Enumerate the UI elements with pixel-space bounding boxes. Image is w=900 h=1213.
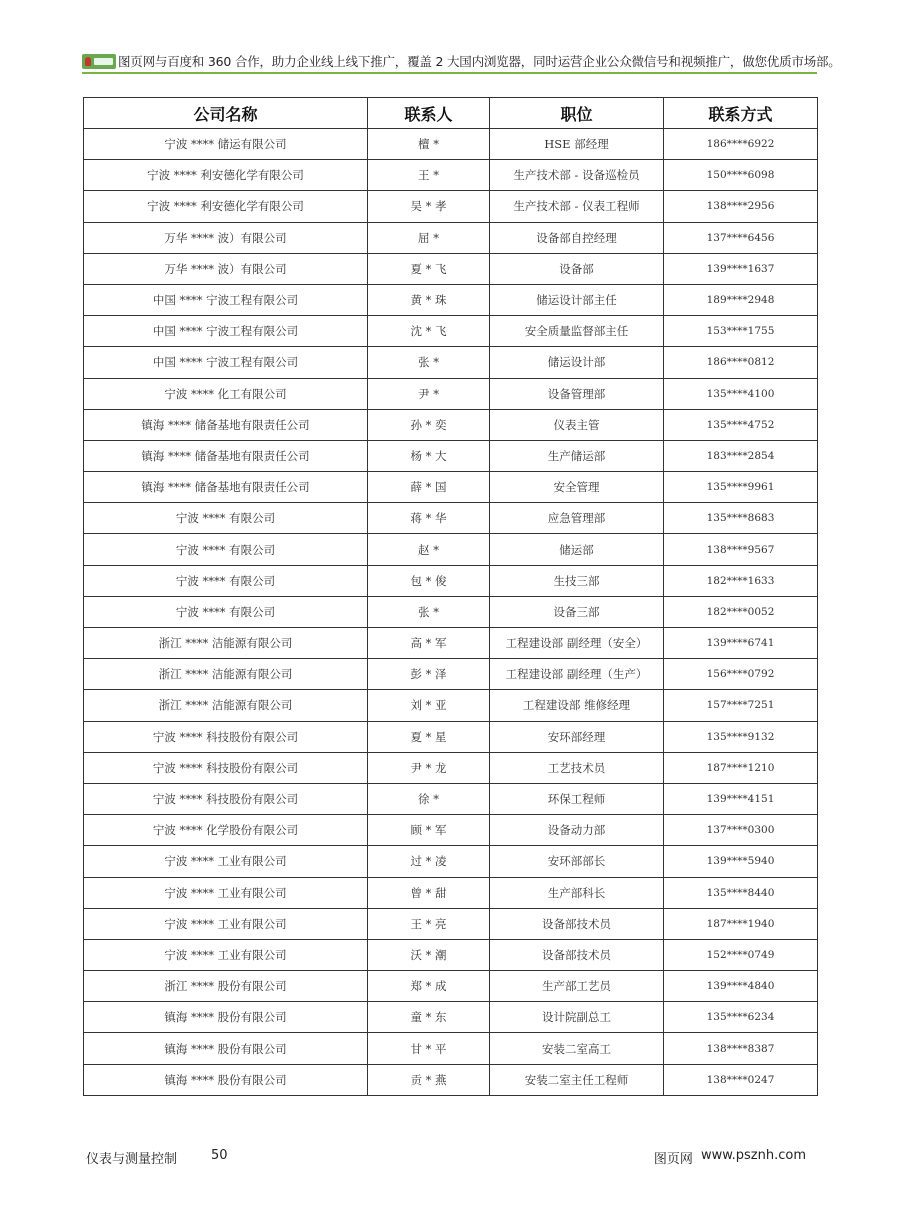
cell-position: 生产技术部 - 仪表工程师: [490, 191, 664, 222]
cell-contact: 张 *: [368, 347, 490, 378]
cell-phone: 187****1940: [664, 908, 818, 939]
contact-table: [83, 97, 818, 1096]
cell-position: 生产储运部: [490, 440, 664, 471]
table-row: [84, 409, 818, 440]
table-row: [84, 440, 818, 471]
cell-phone: 150****6098: [664, 160, 818, 191]
cell-contact: 檀 *: [368, 129, 490, 160]
cell-company: 宁波 **** 工业有限公司: [84, 846, 368, 877]
cell-contact: 夏 * 飞: [368, 253, 490, 284]
cell-contact: 尹 * 龙: [368, 752, 490, 783]
cell-phone: 135****6234: [664, 1002, 818, 1033]
cell-position: HSE 部经理: [490, 129, 664, 160]
cell-company: 镇海 **** 储备基地有限责任公司: [84, 440, 368, 471]
cell-phone: 135****8440: [664, 877, 818, 908]
cell-phone: 138****2956: [664, 191, 818, 222]
cell-contact: 童 * 东: [368, 1002, 490, 1033]
cell-position: 设备动力部: [490, 815, 664, 846]
table-row: [84, 378, 818, 409]
table-row: [84, 721, 818, 752]
cell-contact: 王 * 亮: [368, 908, 490, 939]
cell-position: 安全质量监督部主任: [490, 316, 664, 347]
cell-company: 宁波 **** 有限公司: [84, 596, 368, 627]
cell-company: 宁波 **** 工业有限公司: [84, 939, 368, 970]
cell-contact: 徐 *: [368, 783, 490, 814]
cell-position: 设备部: [490, 253, 664, 284]
table-row: [84, 129, 818, 160]
cell-contact: 过 * 凌: [368, 846, 490, 877]
table-row: [84, 253, 818, 284]
cell-phone: 153****1755: [664, 316, 818, 347]
cell-position: 设备部技术员: [490, 908, 664, 939]
cell-position: 仪表主管: [490, 409, 664, 440]
cell-contact: 顾 * 军: [368, 815, 490, 846]
cell-company: 宁波 **** 科技股份有限公司: [84, 783, 368, 814]
cell-company: 镇海 **** 股份有限公司: [84, 1033, 368, 1064]
cell-contact: 尹 *: [368, 378, 490, 409]
cell-phone: 157****7251: [664, 690, 818, 721]
cell-company: 宁波 **** 科技股份有限公司: [84, 752, 368, 783]
cell-position: 设备管理部: [490, 378, 664, 409]
cell-company: 宁波 **** 利安德化学有限公司: [84, 160, 368, 191]
cell-phone: 139****5940: [664, 846, 818, 877]
cell-company: 镇海 **** 股份有限公司: [84, 1002, 368, 1033]
cell-position: 安全管理: [490, 472, 664, 503]
cell-position: 安装二室主任工程师: [490, 1064, 664, 1095]
site-name: 图页网: [653, 1152, 693, 1167]
table-row: [84, 191, 818, 222]
tuyewang-logo-icon: [82, 54, 116, 69]
cell-position: 安环部经理: [490, 721, 664, 752]
table-row: [84, 596, 818, 627]
cell-phone: 135****9132: [664, 721, 818, 752]
cell-position: 储运设计部: [490, 347, 664, 378]
footer-left: [86, 1148, 228, 1167]
cell-position: 安装二室高工: [490, 1033, 664, 1064]
cell-company: 宁波 **** 有限公司: [84, 503, 368, 534]
table-row: [84, 877, 818, 908]
cell-phone: 135****4752: [664, 409, 818, 440]
page-number: 50: [211, 1148, 228, 1163]
cell-position: 工艺技术员: [490, 752, 664, 783]
cell-contact: 包 * 俊: [368, 565, 490, 596]
cell-position: 储运设计部主任: [490, 284, 664, 315]
table-row: [84, 347, 818, 378]
cell-contact: 王 *: [368, 160, 490, 191]
cell-company: 宁波 **** 工业有限公司: [84, 877, 368, 908]
header-contact: 联系人: [368, 98, 490, 129]
cell-company: 宁波 **** 化工有限公司: [84, 378, 368, 409]
cell-phone: 182****1633: [664, 565, 818, 596]
cell-phone: 189****2948: [664, 284, 818, 315]
cell-company: 宁波 **** 有限公司: [84, 565, 368, 596]
cell-company: 镇海 **** 储备基地有限责任公司: [84, 472, 368, 503]
table-row: [84, 284, 818, 315]
table-header-row: [84, 98, 818, 129]
magazine-title: 仪表与测量控制: [86, 1152, 178, 1167]
cell-phone: 135****8683: [664, 503, 818, 534]
cell-company: 宁波 **** 有限公司: [84, 534, 368, 565]
cell-position: 设计院副总工: [490, 1002, 664, 1033]
cell-phone: 139****4840: [664, 971, 818, 1002]
cell-phone: 186****0812: [664, 347, 818, 378]
cell-company: 中国 **** 宁波工程有限公司: [84, 316, 368, 347]
cell-contact: 黄 * 珠: [368, 284, 490, 315]
cell-position: 工程建设部 维修经理: [490, 690, 664, 721]
table-row: [84, 316, 818, 347]
table-row: [84, 503, 818, 534]
site-url[interactable]: www.psznh.com: [700, 1148, 806, 1163]
cell-position: 生产技术部 - 设备巡检员: [490, 160, 664, 191]
cell-contact: 彭 * 泽: [368, 659, 490, 690]
cell-phone: 183****2854: [664, 440, 818, 471]
header-position: 职位: [490, 98, 664, 129]
cell-phone: 156****0792: [664, 659, 818, 690]
header-banner: [82, 50, 841, 74]
cell-contact: 薛 * 国: [368, 472, 490, 503]
table-row: [84, 565, 818, 596]
cell-position: 环保工程师: [490, 783, 664, 814]
cell-position: 应急管理部: [490, 503, 664, 534]
table-row: [84, 815, 818, 846]
cell-contact: 曾 * 甜: [368, 877, 490, 908]
cell-contact: 赵 *: [368, 534, 490, 565]
cell-contact: 高 * 军: [368, 628, 490, 659]
cell-contact: 刘 * 亚: [368, 690, 490, 721]
cell-company: 宁波 **** 储运有限公司: [84, 129, 368, 160]
cell-company: 浙江 **** 洁能源有限公司: [84, 628, 368, 659]
cell-contact: 吴 * 孝: [368, 191, 490, 222]
table-row: [84, 1033, 818, 1064]
table-row: [84, 160, 818, 191]
table-body: [84, 129, 818, 1096]
cell-company: 镇海 **** 储备基地有限责任公司: [84, 409, 368, 440]
site-logo[interactable]: [82, 54, 116, 69]
cell-position: 工程建设部 副经理（生产）: [490, 659, 664, 690]
cell-phone: 187****1210: [664, 752, 818, 783]
header-phone: 联系方式: [664, 98, 818, 129]
cell-position: 工程建设部 副经理（安全）: [490, 628, 664, 659]
cell-contact: 甘 * 平: [368, 1033, 490, 1064]
cell-contact: 蒋 * 华: [368, 503, 490, 534]
cell-phone: 137****6456: [664, 222, 818, 253]
cell-phone: 139****1637: [664, 253, 818, 284]
cell-phone: 138****0247: [664, 1064, 818, 1095]
cell-phone: 182****0052: [664, 596, 818, 627]
cell-company: 中国 **** 宁波工程有限公司: [84, 284, 368, 315]
cell-position: 生技三部: [490, 565, 664, 596]
cell-company: 浙江 **** 股份有限公司: [84, 971, 368, 1002]
cell-company: 宁波 **** 科技股份有限公司: [84, 721, 368, 752]
cell-contact: 郑 * 成: [368, 971, 490, 1002]
cell-company: 宁波 **** 利安德化学有限公司: [84, 191, 368, 222]
cell-phone: 137****0300: [664, 815, 818, 846]
cell-company: 万华 **** 波）有限公司: [84, 222, 368, 253]
table-row: [84, 1064, 818, 1095]
cell-contact: 杨 * 大: [368, 440, 490, 471]
cell-contact: 贡 * 燕: [368, 1064, 490, 1095]
cell-contact: 屈 *: [368, 222, 490, 253]
header-company: 公司名称: [84, 98, 368, 129]
cell-phone: 138****8387: [664, 1033, 818, 1064]
cell-position: 储运部: [490, 534, 664, 565]
cell-company: 宁波 **** 化学股份有限公司: [84, 815, 368, 846]
cell-company: 中国 **** 宁波工程有限公司: [84, 347, 368, 378]
table-row: [84, 1002, 818, 1033]
cell-phone: 152****0749: [664, 939, 818, 970]
cell-contact: 孙 * 奕: [368, 409, 490, 440]
cell-company: 万华 **** 波）有限公司: [84, 253, 368, 284]
table-row: [84, 534, 818, 565]
cell-position: 安环部部长: [490, 846, 664, 877]
table-row: [84, 752, 818, 783]
cell-company: 浙江 **** 洁能源有限公司: [84, 659, 368, 690]
footer-right: [654, 1148, 806, 1167]
cell-position: 设备部技术员: [490, 939, 664, 970]
cell-contact: 夏 * 星: [368, 721, 490, 752]
cell-phone: 135****4100: [664, 378, 818, 409]
cell-company: 浙江 **** 洁能源有限公司: [84, 690, 368, 721]
table-row: [84, 628, 818, 659]
table-row: [84, 690, 818, 721]
cell-phone: 139****6741: [664, 628, 818, 659]
cell-position: 生产部科长: [490, 877, 664, 908]
cell-phone: 186****6922: [664, 129, 818, 160]
table-row: [84, 846, 818, 877]
table-row: [84, 472, 818, 503]
table-row: [84, 783, 818, 814]
cell-position: 设备三部: [490, 596, 664, 627]
table-row: [84, 939, 818, 970]
cell-position: 生产部工艺员: [490, 971, 664, 1002]
cell-phone: 135****9961: [664, 472, 818, 503]
table-row: [84, 908, 818, 939]
cell-company: 镇海 **** 股份有限公司: [84, 1064, 368, 1095]
table-row: [84, 971, 818, 1002]
cell-phone: 138****9567: [664, 534, 818, 565]
cell-contact: 沈 * 飞: [368, 316, 490, 347]
cell-contact: 沃 * 潮: [368, 939, 490, 970]
cell-position: 设备部自控经理: [490, 222, 664, 253]
table-row: [84, 659, 818, 690]
table-row: [84, 222, 818, 253]
cell-contact: 张 *: [368, 596, 490, 627]
banner-text: 图页网与百度和 360 合作，助力企业线上线下推广，覆盖 2 大国内浏览器，同时运营企业公众微信号和视频推广，做您优质市场部。: [118, 54, 841, 69]
cell-phone: 139****4151: [664, 783, 818, 814]
cell-company: 宁波 **** 工业有限公司: [84, 908, 368, 939]
